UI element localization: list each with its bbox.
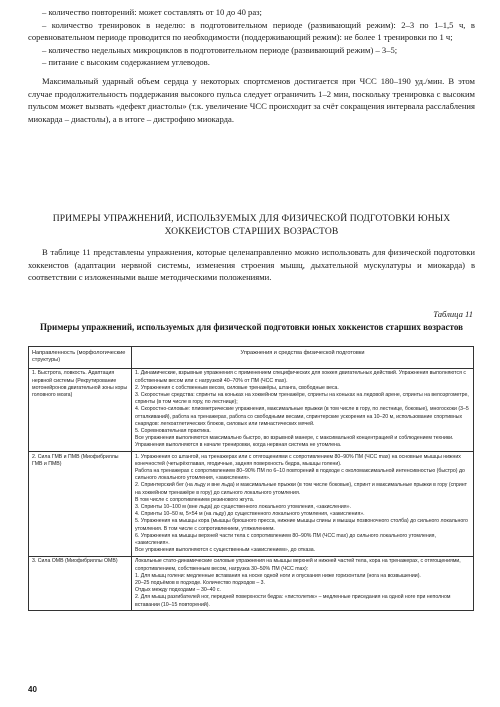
exercise-item: 4. Скоростно-силовые: плиометрические упражнения, максимальные прыжки (в том числе в гору, по лестнице, боковые), многоскоки (3–5 отталкиваний), работа на тренажерах, работа со свободными весами, спринтерские ускорения на 10–20 м, использование спортивных снарядов: легкоатлетических блоков, силовых или гимнастических мячей. (135, 406, 469, 427)
exercise-item: 6. Упражнения на мышцы верхней части тела с сопротивлением 80–90% ПМ (ЧСС max) до сильного локального утомления, «закисления». (135, 532, 436, 546)
exercise-table (28, 346, 474, 611)
paragraph: В таблице 11 представлены упражнения, которые целенаправленно можно использовать для физической подготовки хоккеистов (адаптации нервной системы, изменения строения мышц, дыхательной мускулатуры и миокарда) в соответствии с изложенными выше методическими положениями. (28, 247, 475, 283)
exercise-item: 4. Спринты 10–50 м, 5×54 м (на льду) до существенного локального утомления, «закисления». (135, 511, 365, 518)
direction-cell: 3. Сила ОМВ (Миофибриллы ОМВ) (29, 556, 132, 610)
column-header-direction: Направленность (морфологические структуры) (29, 347, 132, 369)
table-title: Примеры упражнений, используемых для физической подготовки юных хоккеистов старших возрастов (40, 322, 463, 332)
exercise-item: 20–25 подъёмов в подходе. Количество подходов – 3. (135, 580, 266, 586)
exercise-item: Все упражнения выполняются с существенным «закислением», до отказа. (135, 547, 316, 554)
page-number: 40 (28, 685, 37, 694)
exercise-item: Работа на тренажерах с сопротивлением 80–90% ПМ по 6–10 повторений в подходе с околомаксимальной интенсивностью (быстро) до сильного локального утомления, «закисления». (135, 467, 465, 482)
paragraph: Максимальный ударный объем сердца у некоторых спортсменов достигается при ЧСС 180–190 уд./мин. В этом случае продолжительность поддержания высокого пульса следует ограничить 1–2 мин, поскольку тренировка с высоким пульсом может вызвать «дефект диастолы» (т.к. увеличение ЧСС происходит за счёт сокращения интервала расслабления миокарда – диастолы), а в итоге – дистрофию миокарда. (28, 75, 475, 124)
exercise-item: 5. Упражнения на мышцы кора (мышцы брюшного пресса, нижние мышцы спины и мышцы позвоночного столба) до сильного локального утомления. В том числе с сопротивлением, утяжелением. (135, 518, 468, 532)
exercise-item: 3. Спринты 10–100 м (вне льда) до существенного локального утомления, «закисления». (135, 503, 351, 510)
intro-text (28, 6, 475, 125)
table-number: Таблица 11 (433, 309, 473, 319)
direction-cell: 2. Сила ГМВ и ПМВ (Миофибриллы ГМВ и ПМВ) (29, 452, 132, 557)
intro-paragraph (28, 246, 475, 284)
bullet-line: – количество тренировок в неделю: в подготовительном периоде (развивающий режим): 2–3 по 1–1,5 ч, в соревновательном периоде проводится по необходимости (поддерживающий режим): не более 1 тренировки по 1 ч; (28, 19, 475, 43)
exercises-cell (132, 452, 474, 557)
exercise-item: 1. Для мышц голени: медленные вставания на носке одной ноги и опускания ниже горизонтали (нога на возвышении). (135, 572, 421, 579)
exercise-item: Локальные стато-динамические силовые упражнения на мышцы верхней и нижней частей тела, кора на тренажерах, с отягощениями, сопротивлением, собственным весом, нагрузка 30–50% ПМ (ЧСС max): (135, 558, 461, 572)
exercise-item: 1. Динамические, взрывные упражнения с применением специфических для хоккея двигательных действий. Упражнения выполняются с собственным весом или с нагрузкой 40–70% от ПМ (ЧСС max). (135, 370, 466, 384)
exercise-item: Упражнения выполняются в начале тренировки, когда нервная система не утомлена. (135, 442, 342, 449)
table-header-row (29, 347, 474, 369)
direction-cell: 1. Быстрота, ловкость. Адаптация нервной системы (Рекрутирование мотонейронов двигательной зоны коры головного мозга) (29, 368, 132, 451)
exercise-item: Отдых между подходами – 30–40 с. (135, 587, 221, 594)
table-row (29, 556, 474, 610)
exercise-item: В том числе с сопротивлением резинового жгута. (135, 496, 255, 503)
exercise-item: 2. Упражнения с собственным весом, силовые тренажёры, штанга, свободные веса. (135, 384, 339, 391)
exercise-item: 1. Упражнения со штангой, на тренажерах или с отягощениями с сопротивлением 80–90% ПМ (ЧСС max) на основные мышцы нижних конечностей (четырёхглавая, ягодичные, задняя поверхность бедра, мышцы голени). (135, 453, 461, 467)
exercise-item: 3. Скоростные средства: спринты на коньках на хоккейном тренажёре, спринты на коньках на ледовой арене, спринты на велоэргометре, спринты (в том числе в гору, по лестнице); (135, 391, 469, 406)
column-header-exercises: Упражнения и средства физической подготовки (132, 347, 474, 369)
exercise-item: Все упражнения выполняются максимально быстро, во взрывной манере, с максимальной концентрацией и соблюдением техники. (135, 435, 454, 442)
exercise-item: 2. Для мышц разгибателей ног, передней поверхности бедра: «пистолетик» – медленные приседания на одной ноге при неполном вставании (10–15 повторений). (135, 594, 451, 608)
exercises-cell (132, 368, 474, 451)
exercise-item: 2. Спринтерский бег (на льду и вне льда) и максимальные прыжки (в том числе боковые), спринт и максимальные прыжки в гору (спринт на хоккейном тренажёре в гору) до сильного локального утомления. (135, 482, 467, 496)
bullet-line: – количество повторений: может составлять от 10 до 40 раз; (42, 7, 262, 17)
table-row (29, 368, 474, 451)
bullet-line: – питание с высоким содержанием углеводов. (42, 57, 210, 68)
table-row (29, 452, 474, 557)
exercise-item: 5. Соревновательная практика. (135, 427, 211, 434)
section-heading: ПРИМЕРЫ УПРАЖНЕНИЙ, ИСПОЛЬЗУЕМЫХ ДЛЯ ФИЗИЧЕСКОЙ ПОДГОТОВКИ ЮНЫХ ХОККЕИСТОВ СТАРШИХ ВОЗРАСТОВ (52, 213, 451, 237)
bullet-line: – количество недельных микроциклов в подготовительном периоде (развивающий режим) – 3–5; (42, 44, 398, 55)
exercises-cell (132, 556, 474, 610)
